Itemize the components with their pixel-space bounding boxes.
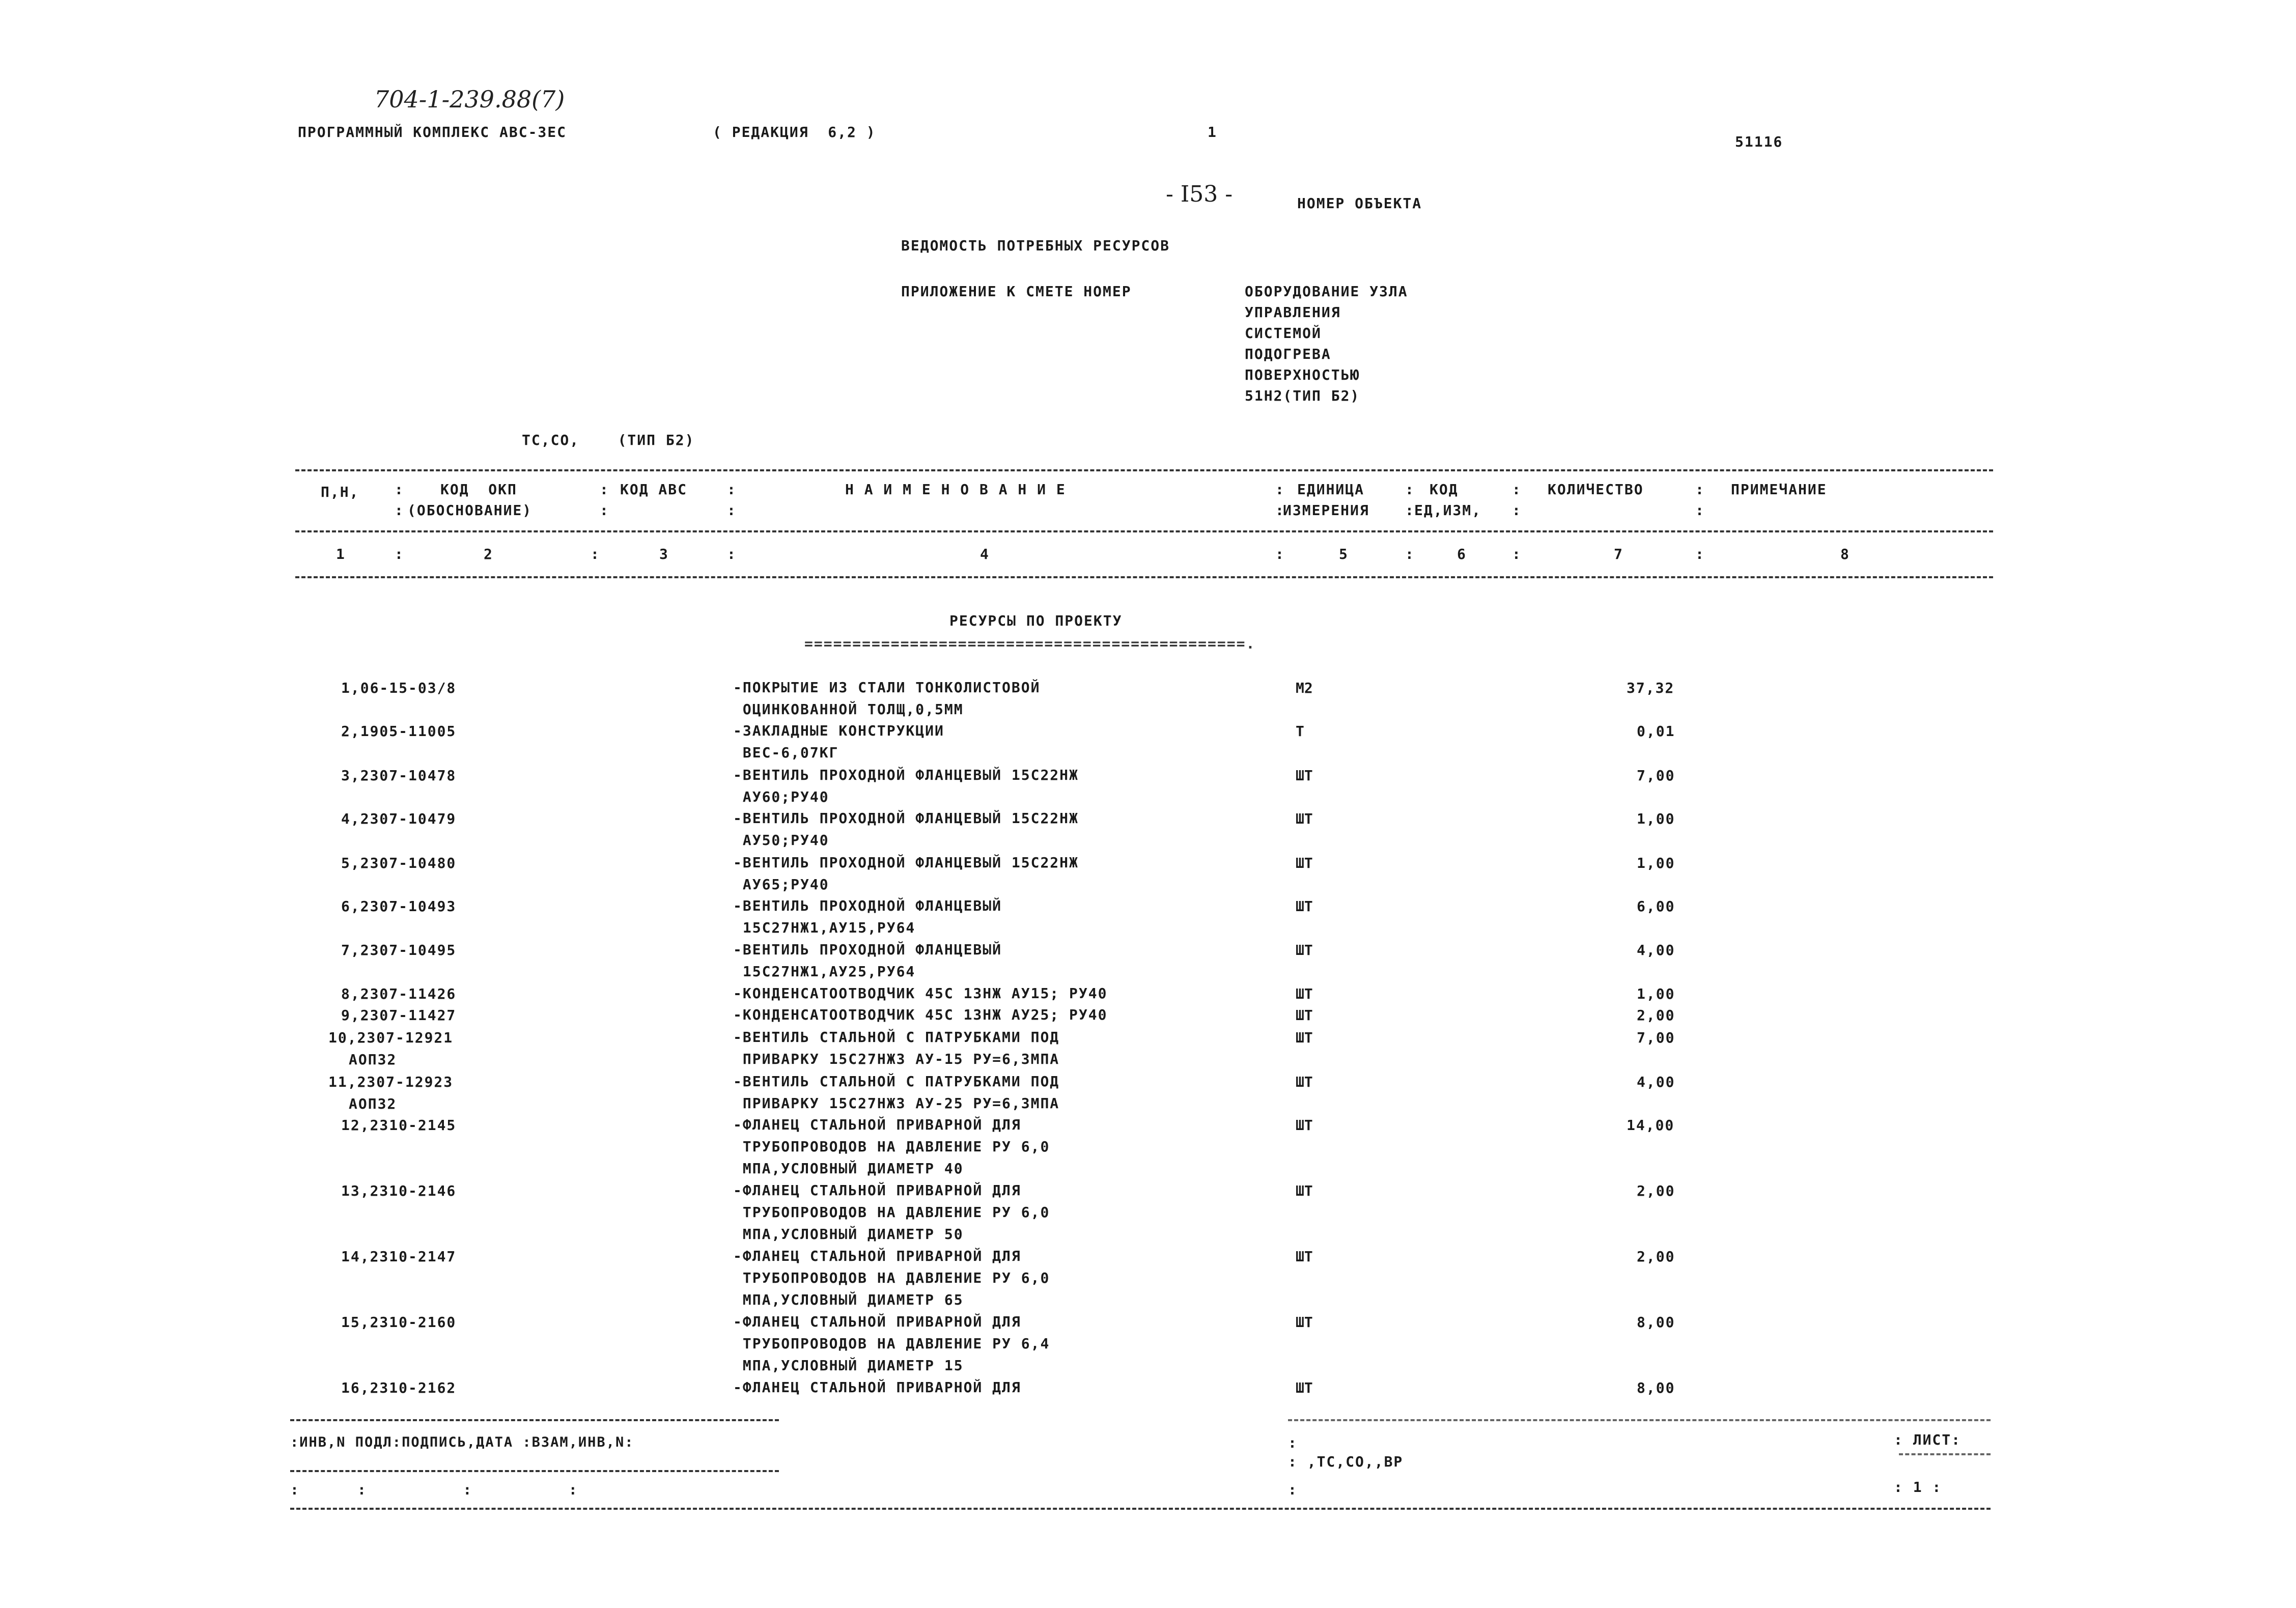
col-separator: : bbox=[1695, 546, 1704, 562]
row-quantity: 7,00 bbox=[1637, 767, 1675, 784]
row-number: 14,2310-2147 bbox=[341, 1248, 457, 1265]
row-name: -ФЛАНЕЦ СТАЛЬНОЙ ПРИВАРНОЙ ДЛЯ ТРУБОПРОВОДОВ НА ДАВЛЕНИЕ РУ 6,0 МПА,УСЛОВНЫЙ ДИАМЕТР 65 bbox=[733, 1248, 1050, 1308]
row-number: 7,2307-10495 bbox=[341, 942, 457, 958]
row-unit: ШТ bbox=[1296, 1182, 1313, 1199]
col-header-unit-sub: ИЗМЕРЕНИЯ bbox=[1283, 502, 1369, 519]
row-unit: ШТ bbox=[1296, 1379, 1313, 1396]
col-separator: : bbox=[1405, 502, 1414, 519]
row-name: -ВЕНТИЛЬ СТАЛЬНОЙ С ПАТРУБКАМИ ПОД ПРИВАРКУ 15С27НЖ3 АУ-25 РУ=6,3МПА bbox=[733, 1073, 1060, 1112]
col-separator: : bbox=[1275, 502, 1284, 519]
row-name: -ВЕНТИЛЬ ПРОХОДНОЙ ФЛАНЦЕВЫЙ 15С27НЖ1,АУ25,РУ64 bbox=[733, 941, 1002, 980]
row-name: -ВЕНТИЛЬ ПРОХОДНОЙ ФЛАНЦЕВЫЙ 15С22НЖ АУ60;РУ40 bbox=[733, 767, 1079, 805]
col-number: 2 bbox=[484, 546, 493, 562]
stamp-doc-code-mark: : bbox=[1288, 1481, 1298, 1498]
col-separator: : bbox=[600, 481, 608, 498]
program-name: ПРОГРАММНЫЙ КОМПЛЕКС АВС-3ЕС bbox=[298, 124, 567, 140]
col-separator: : bbox=[1695, 502, 1704, 519]
row-number: 3,2307-10478 bbox=[341, 767, 457, 784]
row-sub-code: АОП32 bbox=[349, 1051, 397, 1068]
type-line: ТС,СО, (ТИП Б2) bbox=[522, 432, 695, 448]
stamp-doc-code-mark: : bbox=[1288, 1434, 1298, 1451]
col-header-okp: КОД ОКП bbox=[440, 481, 517, 498]
col-separator: : bbox=[1275, 546, 1284, 562]
row-quantity: 8,00 bbox=[1637, 1314, 1675, 1331]
row-number: 5,2307-10480 bbox=[341, 855, 457, 871]
col-header-name: Н А И М Е Н О В А Н И Е bbox=[845, 481, 1066, 498]
col-separator: : bbox=[727, 481, 736, 498]
col-separator: : bbox=[1405, 546, 1414, 562]
page-mark: 1 bbox=[1208, 124, 1217, 140]
col-number: 4 bbox=[980, 546, 990, 562]
row-number: 13,2310-2146 bbox=[341, 1182, 457, 1199]
row-quantity: 2,00 bbox=[1637, 1182, 1675, 1199]
row-number: 6,2307-10493 bbox=[341, 898, 457, 915]
row-unit: ШТ bbox=[1296, 855, 1313, 871]
row-name: -ПОКРЫТИЕ ИЗ СТАЛИ ТОНКОЛИСТОВОЙ ОЦИНКОВАННОЙ ТОЛЩ,0,5ММ bbox=[733, 679, 1041, 718]
row-unit: ШТ bbox=[1296, 767, 1313, 784]
col-header-unit-code: КОД bbox=[1430, 481, 1459, 498]
col-separator: : bbox=[395, 481, 403, 498]
row-unit: М2 bbox=[1296, 680, 1313, 696]
row-quantity: 4,00 bbox=[1637, 942, 1675, 958]
sheet-number: : 1 : bbox=[1894, 1479, 1942, 1496]
col-separator: : bbox=[1275, 481, 1284, 498]
document-title: ВЕДОМОСТЬ ПОТРЕБНЫХ РЕСУРСОВ bbox=[901, 237, 1170, 254]
col-number: 8 bbox=[1840, 546, 1850, 562]
page-number: - I53 - bbox=[1166, 181, 1233, 207]
col-separator: : bbox=[395, 546, 403, 562]
row-number: 8,2307-11426 bbox=[341, 985, 457, 1002]
header-rule-top bbox=[295, 469, 1993, 471]
col-separator: : bbox=[1512, 546, 1521, 562]
stamp-row: : : : : bbox=[290, 1481, 578, 1498]
footer-rule-top-left bbox=[290, 1419, 779, 1421]
row-quantity: 6,00 bbox=[1637, 898, 1675, 915]
row-name: -ФЛАНЕЦ СТАЛЬНОЙ ПРИВАРНОЙ ДЛЯ ТРУБОПРОВОДОВ НА ДАВЛЕНИЕ РУ 6,4 МПА,УСЛОВНЫЙ ДИАМЕТР 15 bbox=[733, 1313, 1050, 1374]
section-underline: ==============================================. bbox=[804, 635, 1256, 652]
row-unit: ШТ bbox=[1296, 1117, 1313, 1134]
col-number: 5 bbox=[1339, 546, 1349, 562]
col-separator: : bbox=[395, 502, 403, 519]
object-line: ОБОРУДОВАНИЕ УЗЛА bbox=[1245, 283, 1408, 300]
col-number: 7 bbox=[1614, 546, 1623, 562]
row-quantity: 4,00 bbox=[1637, 1074, 1675, 1090]
row-number: 11,2307-12923 bbox=[328, 1074, 454, 1090]
footer-rule-bottom bbox=[290, 1508, 1991, 1510]
row-name: -ФЛАНЕЦ СТАЛЬНОЙ ПРИВАРНОЙ ДЛЯ ТРУБОПРОВОДОВ НА ДАВЛЕНИЕ РУ 6,0 МПА,УСЛОВНЫЙ ДИАМЕТР 40 bbox=[733, 1116, 1050, 1177]
col-separator: : bbox=[1405, 481, 1414, 498]
row-name: -ФЛАНЕЦ СТАЛЬНОЙ ПРИВАРНОЙ ДЛЯ ТРУБОПРОВОДОВ НА ДАВЛЕНИЕ РУ 6,0 МПА,УСЛОВНЫЙ ДИАМЕТР 50 bbox=[733, 1182, 1050, 1243]
header-rule-mid bbox=[295, 530, 1993, 532]
col-header-abc: КОД АВС bbox=[620, 481, 688, 498]
col-number: 6 bbox=[1457, 546, 1467, 562]
col-header-okp-sub: (ОБОСНОВАНИЕ) bbox=[407, 502, 533, 519]
row-number: 16,2310-2162 bbox=[341, 1379, 457, 1396]
col-header-quantity: КОЛИЧЕСТВО bbox=[1548, 481, 1644, 498]
row-quantity: 2,00 bbox=[1637, 1007, 1675, 1024]
col-separator: : bbox=[727, 546, 736, 562]
footer-rule-mid-left bbox=[290, 1470, 779, 1472]
row-quantity: 2,00 bbox=[1637, 1248, 1675, 1265]
col-separator: : bbox=[1695, 481, 1704, 498]
col-separator: : bbox=[600, 502, 608, 519]
object-line: ПОВЕРХНОСТЬЮ bbox=[1245, 366, 1360, 383]
row-unit: ШТ bbox=[1296, 1248, 1313, 1265]
header-rule-bottom bbox=[295, 576, 1993, 578]
col-header-number: П,Н, bbox=[321, 484, 359, 500]
row-number: 1,06-15-03/8 bbox=[341, 680, 457, 696]
row-unit: ШТ bbox=[1296, 898, 1313, 915]
row-name: -ВЕНТИЛЬ ПРОХОДНОЙ ФЛАНЦЕВЫЙ 15С22НЖ АУ65;РУ40 bbox=[733, 854, 1079, 893]
document-code: 51116 bbox=[1735, 133, 1783, 150]
row-quantity: 37,32 bbox=[1627, 680, 1675, 696]
col-separator: : bbox=[591, 546, 599, 562]
row-unit: ШТ bbox=[1296, 1007, 1313, 1024]
footer-rule-mid-right bbox=[1899, 1453, 1991, 1455]
row-quantity: 14,00 bbox=[1627, 1117, 1675, 1134]
row-unit: ШТ bbox=[1296, 1314, 1313, 1331]
row-number: 9,2307-11427 bbox=[341, 1007, 457, 1024]
object-number-label: НОМЕР ОБЪЕКТА bbox=[1297, 195, 1422, 212]
row-name: -КОНДЕНСАТООТВОДЧИК 45С 13НЖ АУ15; РУ40 bbox=[733, 985, 1108, 1002]
row-quantity: 0,01 bbox=[1637, 723, 1675, 740]
row-name: -КОНДЕНСАТООТВОДЧИК 45С 13НЖ АУ25; РУ40 bbox=[733, 1006, 1108, 1023]
row-quantity: 1,00 bbox=[1637, 985, 1675, 1002]
object-line: УПРАВЛЕНИЯ bbox=[1245, 304, 1341, 321]
row-number: 2,1905-11005 bbox=[341, 723, 457, 740]
row-number: 15,2310-2160 bbox=[341, 1314, 457, 1331]
col-number: 1 bbox=[336, 546, 346, 562]
row-sub-code: АОП32 bbox=[349, 1095, 397, 1112]
row-number: 12,2310-2145 bbox=[341, 1117, 457, 1134]
row-unit: Т bbox=[1296, 723, 1304, 740]
row-unit: ШТ bbox=[1296, 810, 1313, 827]
appendix-label: ПРИЛОЖЕНИЕ К СМЕТЕ НОМЕР bbox=[901, 283, 1132, 300]
col-number: 3 bbox=[659, 546, 669, 562]
col-separator: : bbox=[727, 502, 736, 519]
row-quantity: 1,00 bbox=[1637, 855, 1675, 871]
row-quantity: 7,00 bbox=[1637, 1029, 1675, 1046]
row-unit: ШТ bbox=[1296, 985, 1313, 1002]
col-separator: : bbox=[1512, 481, 1521, 498]
col-header-note: ПРИМЕЧАНИЕ bbox=[1731, 481, 1827, 498]
sheet-label: : ЛИСТ: bbox=[1894, 1431, 1962, 1448]
row-quantity: 1,00 bbox=[1637, 810, 1675, 827]
row-number: 10,2307-12921 bbox=[328, 1029, 454, 1046]
section-title: РЕСУРСЫ ПО ПРОЕКТУ bbox=[949, 612, 1123, 629]
edition-label: ( РЕДАКЦИЯ 6,2 ) bbox=[713, 124, 876, 140]
object-line: СИСТЕМОЙ bbox=[1245, 325, 1322, 342]
document-code-stamp: : ,ТС,СО,,ВР bbox=[1288, 1453, 1404, 1470]
row-unit: ШТ bbox=[1296, 1074, 1313, 1090]
object-line: 51Н2(ТИП Б2) bbox=[1245, 387, 1360, 404]
col-header-unit: ЕДИНИЦА bbox=[1297, 481, 1365, 498]
footer-rule-top-right bbox=[1288, 1419, 1991, 1421]
row-name: -ВЕНТИЛЬ СТАЛЬНОЙ С ПАТРУБКАМИ ПОД ПРИВАРКУ 15С27НЖ3 АУ-15 РУ=6,3МПА bbox=[733, 1029, 1060, 1067]
row-quantity: 8,00 bbox=[1637, 1379, 1675, 1396]
row-unit: ШТ bbox=[1296, 942, 1313, 958]
row-number: 4,2307-10479 bbox=[341, 810, 457, 827]
col-header-unit-code-sub: ЕД,ИЗМ, bbox=[1414, 502, 1482, 519]
row-name: -ЗАКЛАДНЫЕ КОНСТРУКЦИИ ВЕС-6,07КГ bbox=[733, 722, 944, 761]
col-separator: : bbox=[1512, 502, 1521, 519]
row-name: -ВЕНТИЛЬ ПРОХОДНОЙ ФЛАНЦЕВЫЙ 15С27НЖ1,АУ15,РУ64 bbox=[733, 897, 1002, 936]
object-line: ПОДОГРЕВА bbox=[1245, 346, 1331, 362]
document-number: 704-1-239.88(7) bbox=[374, 86, 565, 113]
stamp-header: :ИНВ,N ПОДЛ:ПОДПИСЬ,ДАТА :ВЗАМ,ИНВ,N: bbox=[290, 1434, 634, 1450]
row-name: -ФЛАНЕЦ СТАЛЬНОЙ ПРИВАРНОЙ ДЛЯ bbox=[733, 1379, 1021, 1396]
row-name: -ВЕНТИЛЬ ПРОХОДНОЙ ФЛАНЦЕВЫЙ 15С22НЖ АУ50;РУ40 bbox=[733, 810, 1079, 849]
row-unit: ШТ bbox=[1296, 1029, 1313, 1046]
